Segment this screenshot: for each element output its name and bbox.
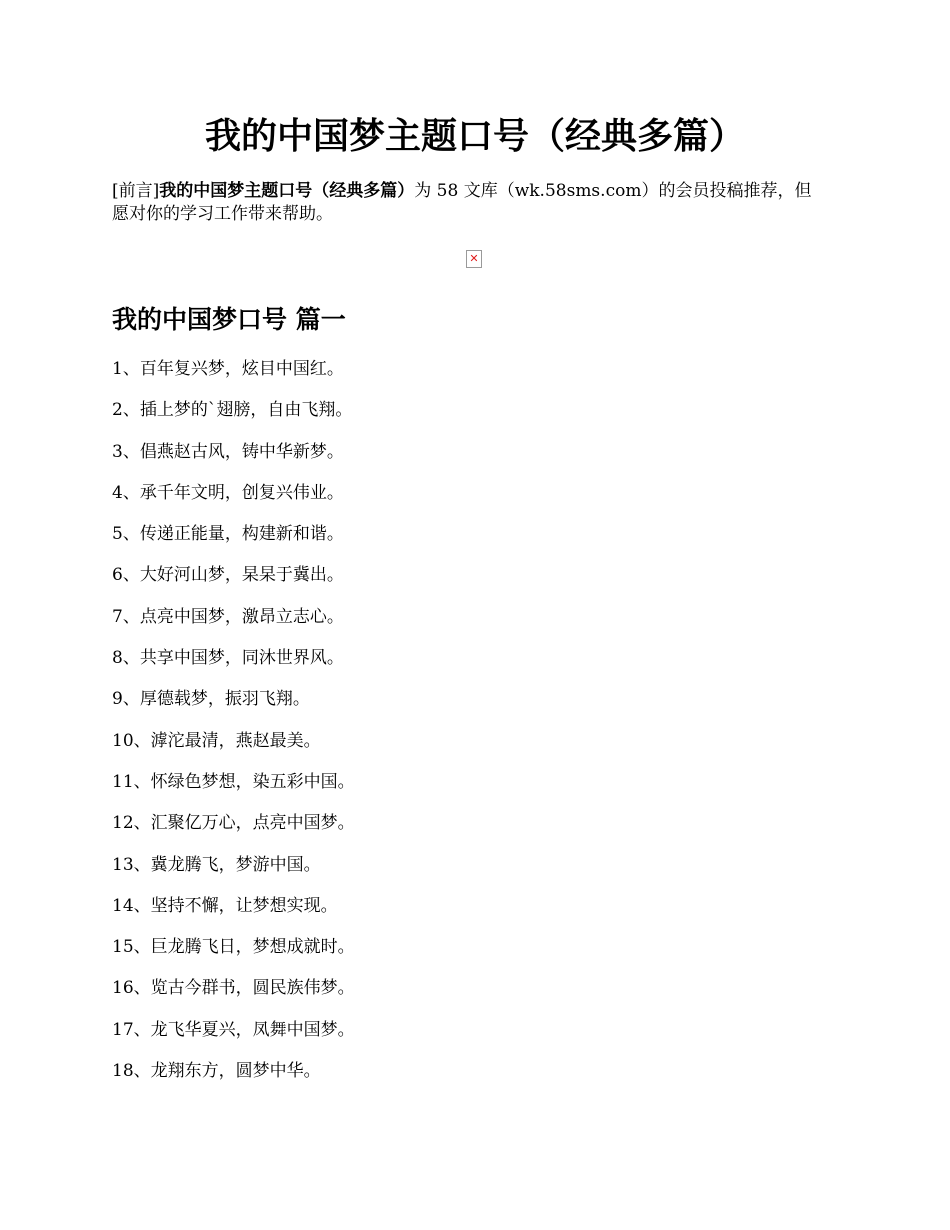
list-item: 6、大好河山梦，杲杲于冀出。 xyxy=(112,565,344,586)
list-item: 14、坚持不懈，让梦想实现。 xyxy=(112,895,338,916)
broken-image-icon: ✕ xyxy=(466,250,482,268)
list-item: 15、巨龙腾飞日，梦想成就时。 xyxy=(112,937,355,958)
preface-prefix: [前言] xyxy=(112,181,160,201)
list-item: 17、龙飞华夏兴，凤舞中国梦。 xyxy=(112,1019,355,1040)
document-title: 我的中国梦主题口号（经典多篇） xyxy=(204,115,745,157)
list-item: 18、龙翔东方，圆梦中华。 xyxy=(112,1061,321,1082)
list-item: 9、厚德载梦，振羽飞翔。 xyxy=(112,689,310,710)
list-item: 1、百年复兴梦，炫目中国红。 xyxy=(112,359,344,379)
list-item: 7、点亮中国梦，激昂立志心。 xyxy=(112,606,344,627)
slogan-list xyxy=(112,358,355,1101)
list-item: 10、滹沱最清，燕赵最美。 xyxy=(112,730,321,751)
preface-paragraph xyxy=(112,180,824,226)
list-item: 11、怀绿色梦想，染五彩中国。 xyxy=(112,771,355,792)
list-item: 8、共享中国梦，同沐世界风。 xyxy=(112,648,344,669)
list-item: 2、插上梦的`翅膀，自由飞翔。 xyxy=(112,400,353,421)
list-item: 12、汇聚亿万心，点亮中国梦。 xyxy=(112,813,355,834)
preface-bold-title: 我的中国梦主题口号（经典多篇） xyxy=(159,181,415,201)
section-heading: 我的中国梦口号 篇一 xyxy=(112,305,346,334)
list-item: 16、览古今群书，圆民族伟梦。 xyxy=(112,978,355,999)
preface-text: 为 58 文库（wk.58sms.com）的会员投稿推荐，但愿对你的学习工作带来帮助。 xyxy=(112,181,812,224)
list-item: 3、倡燕赵古风，铸中华新梦。 xyxy=(112,441,344,462)
list-item: 5、传递正能量，构建新和谐。 xyxy=(112,524,344,545)
list-item: 4、承千年文明，创复兴伟业。 xyxy=(112,482,344,503)
list-item: 13、冀龙腾飞，梦游中国。 xyxy=(112,854,321,875)
